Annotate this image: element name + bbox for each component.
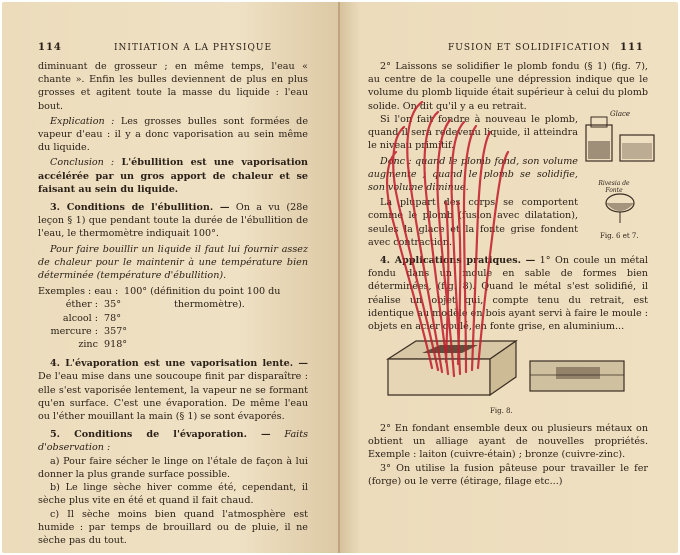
section-5-a: a) Pour faire sécher le linge on l'étale de façon à lui donner la plus grande surface possible. bbox=[38, 455, 308, 480]
right-narrow-text bbox=[368, 113, 578, 249]
section-3: 3. Conditions de l'ébullition. — On a vu (28e leçon § 1) que pendant toute la durée de l'ébullition de l'eau, le thermomètre indiquait 100°. bbox=[38, 202, 308, 240]
left-head-title: INITIATION A LA PHYSIQUE bbox=[114, 43, 273, 53]
right-head-title: FUSION ET SOLIDIFICATION bbox=[448, 43, 611, 53]
right-page bbox=[340, 2, 678, 553]
para-conclusion: Conclusion : L'ébullition est une vaporisation accélérée par un gros apport de chaleur et se faisant au sein du liquide. bbox=[38, 157, 308, 195]
para-donc: Donc : quand le plomb fond, son volume augmente ; quand le plomb se solidifie, son volume diminue. bbox=[368, 155, 578, 194]
left-page-number: 114 bbox=[38, 42, 62, 53]
example-row: alcool : 78° bbox=[62, 312, 122, 324]
fig7-label-glace: Glace bbox=[610, 110, 631, 118]
section-5-b: b) Le linge sèche hiver comme été, cependant, il sèche plus vite en été et quand il fait chaud. bbox=[38, 482, 308, 507]
example-row: mercure : 357° bbox=[50, 325, 128, 337]
right-top-para bbox=[368, 60, 648, 113]
para-retrait: 2° Laissons se solidifier le plomb fondu (§ 1) (fig. 7), au centre de la coupelle une dépression indique que le volume du plomb liquide était supérieur à celui du plomb solide. On dit qu'il y a eu retrait. bbox=[368, 61, 648, 112]
left-text-block bbox=[38, 60, 308, 547]
fig7-label-bottom: Rivesia de Fonte bbox=[598, 180, 630, 194]
right-applications bbox=[368, 254, 648, 333]
figure-6-7 bbox=[580, 107, 660, 227]
para-ebullition: diminuant de grosseur ; en même temps, l'eau « chante ». Enfin les bulles deviennent de plus en plus grosses et agitent toute la masse du liquide : l'eau bout. bbox=[38, 61, 308, 112]
example-row: Exemples : eau : 100° (définition du point 100 du bbox=[38, 286, 281, 298]
figure-8 bbox=[380, 337, 630, 403]
para-niveau: Si l'on fait fondre à nouveau le plomb, quand il sera redevenu liquide, il atteindra le niveau primitif. bbox=[368, 114, 578, 152]
fig-8-caption: Fig. 8. bbox=[490, 407, 513, 415]
left-page bbox=[2, 2, 340, 553]
section-applications: 4. Applications pratiques. — 1° On coule un métal fondu dans un moule en sable de formes bien déterminées, (fig. 8). Quand le métal s'est solidifié, il réalise un objet qui, compte tenu du retrait, est identique au modèle en bois ayant servi à faire le moule : objets en acier coulé, en fonte grise, en aluminium... bbox=[368, 255, 648, 333]
section-5: 5. Conditions de l'évaporation. — Faits d'observation : bbox=[38, 429, 309, 454]
example-row: zinc 918° bbox=[78, 339, 128, 351]
right-bottom-text bbox=[368, 422, 648, 488]
section-5-c: c) Il sèche moins bien quand l'atmosphère est humide : par temps de brouillard ou de pluie, il ne sèche pas du tout. bbox=[38, 508, 308, 546]
para-explication: Explication : Les grosses bulles sont formées de vapeur d'eau : il y a donc vaporisation au sein même du liquide. bbox=[38, 115, 308, 154]
fig-6-7-caption: Fig. 6 et 7. bbox=[600, 232, 639, 240]
para-fusion-pateuse: 3° On utilise la fusion pâteuse pour travailler le fer (forge) ou le verre (étirage, filage etc...) bbox=[368, 462, 648, 487]
right-page-number: 111 bbox=[620, 42, 644, 53]
para-plupart: La plupart des corps se comportent comme le plomb (fusion avec dilatation), seules la glace et la fonte grise fondent avec contraction. bbox=[368, 197, 578, 248]
para-alliage: 2° En fondant ensemble deux ou plusieurs métaux on obtient un alliage ayant de nouvelles propriétés. Exemple : laiton (cuivre-étain) ; bronze (cuivre-zinc). bbox=[368, 423, 648, 461]
examples-table bbox=[38, 285, 308, 351]
section-4: 4. L'évaporation est une vaporisation lente. — De l'eau mise dans une soucoupe finit par disparaître : elle s'est vaporisée lentement, la vapeur ne se formant qu'en surface. C'est une évaporation. De même l'eau ou l'éther mouillant la main (§ 1) se sont évaporés. bbox=[38, 358, 308, 423]
example-row: éther : 35° thermomètre). bbox=[65, 299, 245, 311]
open-book bbox=[2, 2, 678, 553]
section-3-rule: Pour faire bouillir un liquide il faut lui fournir assez de chaleur pour le maintenir à une température bien déterminée (température d'ébullition). bbox=[38, 243, 308, 282]
